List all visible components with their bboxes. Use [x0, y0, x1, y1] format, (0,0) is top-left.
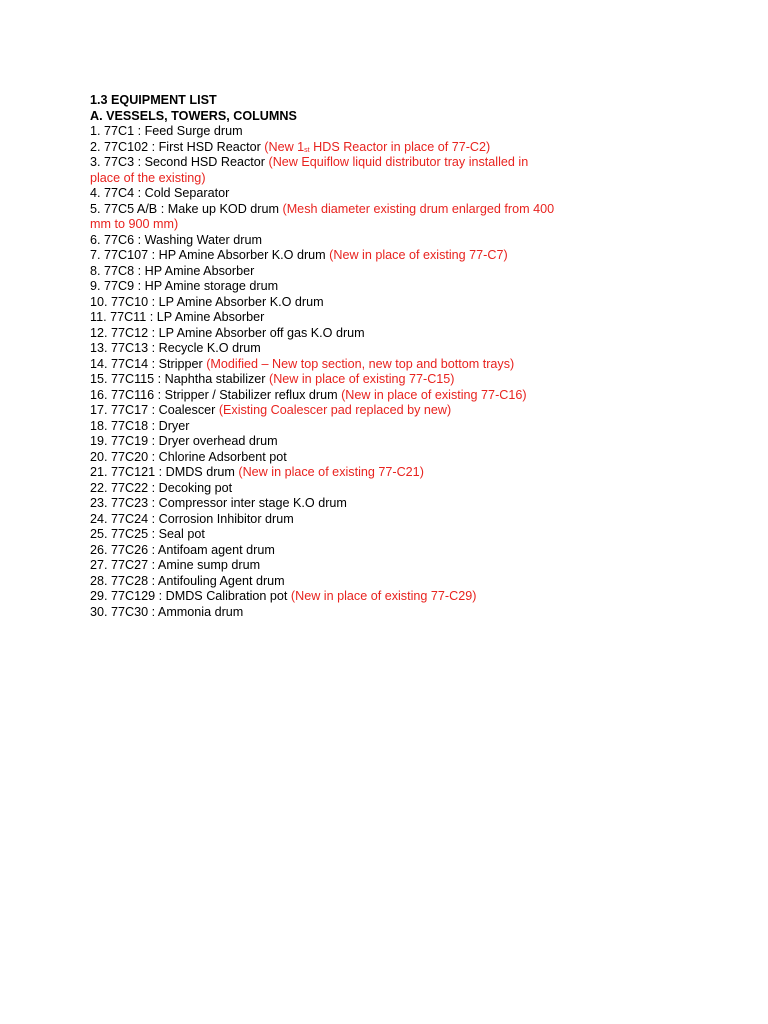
list-item: [90, 326, 560, 342]
item-text: 15. 77C115 : Naphtha stabilizer: [90, 372, 266, 386]
list-item: [90, 574, 560, 590]
item-text: 6. 77C6 : Washing Water drum: [90, 232, 262, 247]
ordinal-suffix: st: [304, 146, 310, 154]
item-text: 5. 77C5 A/B : Make up KOD drum: [90, 201, 279, 216]
item-note: (New in place of existing 77-C29): [290, 589, 477, 603]
list-item: [90, 512, 560, 528]
item-text: 14. 77C14 : Stripper: [90, 356, 203, 371]
list-item: [90, 558, 560, 574]
item-text: 19. 77C19 : Dryer overhead drum: [90, 434, 278, 448]
list-item: [90, 419, 560, 435]
list-item: [90, 434, 560, 450]
document-page: [90, 93, 560, 620]
list-item: [90, 481, 560, 497]
item-text: 11. 77C11 : LP Amine Absorber: [90, 310, 265, 324]
list-item: [90, 202, 560, 233]
item-text: 10. 77C10 : LP Amine Absorber K.O drum: [90, 294, 324, 309]
note-part: HDS Reactor in place of 77-C2): [309, 139, 491, 154]
item-text: 26. 77C26 : Antifoam agent drum: [90, 542, 275, 557]
item-text: 7. 77C107 : HP Amine Absorber K.O drum: [90, 248, 326, 262]
item-text: 18. 77C18 : Dryer: [90, 418, 190, 433]
list-item: [90, 465, 560, 481]
list-item: [90, 186, 560, 202]
list-item: [90, 372, 560, 388]
item-note: (Existing Coalescer pad replaced by new): [218, 403, 452, 417]
list-item: [90, 140, 560, 156]
item-text: 12. 77C12 : LP Amine Absorber off gas K.O drum: [90, 325, 365, 340]
item-text: 20. 77C20 : Chlorine Adsorbent pot: [90, 449, 287, 464]
item-text: 3. 77C3 : Second HSD Reactor: [90, 155, 266, 169]
list-item: [90, 403, 560, 419]
item-note: (New in place of existing 77-C21): [238, 465, 424, 479]
item-text: 8. 77C8 : HP Amine Absorber: [90, 263, 255, 278]
list-item: [90, 357, 560, 373]
note-part: (New 1: [264, 139, 305, 154]
item-text: 2. 77C102 : First HSD Reactor: [90, 139, 261, 154]
section-title: 1.3 EQUIPMENT LIST: [90, 93, 217, 107]
list-item: [90, 279, 560, 295]
item-note: (Modified – New top section, new top and bottom trays): [206, 356, 515, 371]
list-item: [90, 450, 560, 466]
list-item: [90, 264, 560, 280]
item-text: 23. 77C23 : Compressor inter stage K.O drum: [90, 496, 347, 510]
item-text: 17. 77C17 : Coalescer: [90, 403, 216, 417]
item-text: 30. 77C30 : Ammonia drum: [90, 604, 244, 619]
list-item: [90, 248, 560, 264]
item-text: 28. 77C28 : Antifouling Agent drum: [90, 573, 285, 588]
item-note: [264, 140, 490, 154]
item-text: 13. 77C13 : Recycle K.O drum: [90, 341, 261, 355]
item-text: 16. 77C116 : Stripper / Stabilizer reflux drum: [90, 387, 338, 402]
list-item: [90, 496, 560, 512]
equipment-list: [90, 124, 560, 620]
item-note: (Mesh diameter existing drum enlarged from 400 mm to 900 mm): [90, 201, 555, 231]
list-item: [90, 388, 560, 404]
item-note: (New in place of existing 77-C16): [341, 387, 527, 402]
item-text: 1. 77C1 : Feed Surge drum: [90, 124, 243, 138]
item-note: (New in place of existing 77-C7): [329, 248, 508, 262]
item-note: (New in place of existing 77-C15): [269, 372, 455, 386]
subsection-title: A. VESSELS, TOWERS, COLUMNS: [90, 108, 297, 123]
list-item: [90, 155, 560, 186]
list-item: [90, 589, 560, 605]
list-item: [90, 543, 560, 559]
list-item: [90, 295, 560, 311]
item-note: (New Equiflow liquid distributor tray installed in place of the existing): [90, 155, 529, 185]
item-text: 24. 77C24 : Corrosion Inhibitor drum: [90, 511, 294, 526]
list-item: [90, 341, 560, 357]
item-text: 29. 77C129 : DMDS Calibration pot: [90, 589, 288, 603]
list-item: [90, 233, 560, 249]
item-text: 4. 77C4 : Cold Separator: [90, 186, 230, 200]
item-text: 27. 77C27 : Amine sump drum: [90, 558, 261, 572]
list-item: [90, 605, 560, 621]
list-item: [90, 124, 560, 140]
item-text: 21. 77C121 : DMDS drum: [90, 465, 235, 479]
list-item: [90, 527, 560, 543]
item-text: 25. 77C25 : Seal pot: [90, 527, 205, 541]
item-text: 22. 77C22 : Decoking pot: [90, 480, 233, 495]
list-item: [90, 310, 560, 326]
item-text: 9. 77C9 : HP Amine storage drum: [90, 279, 279, 293]
